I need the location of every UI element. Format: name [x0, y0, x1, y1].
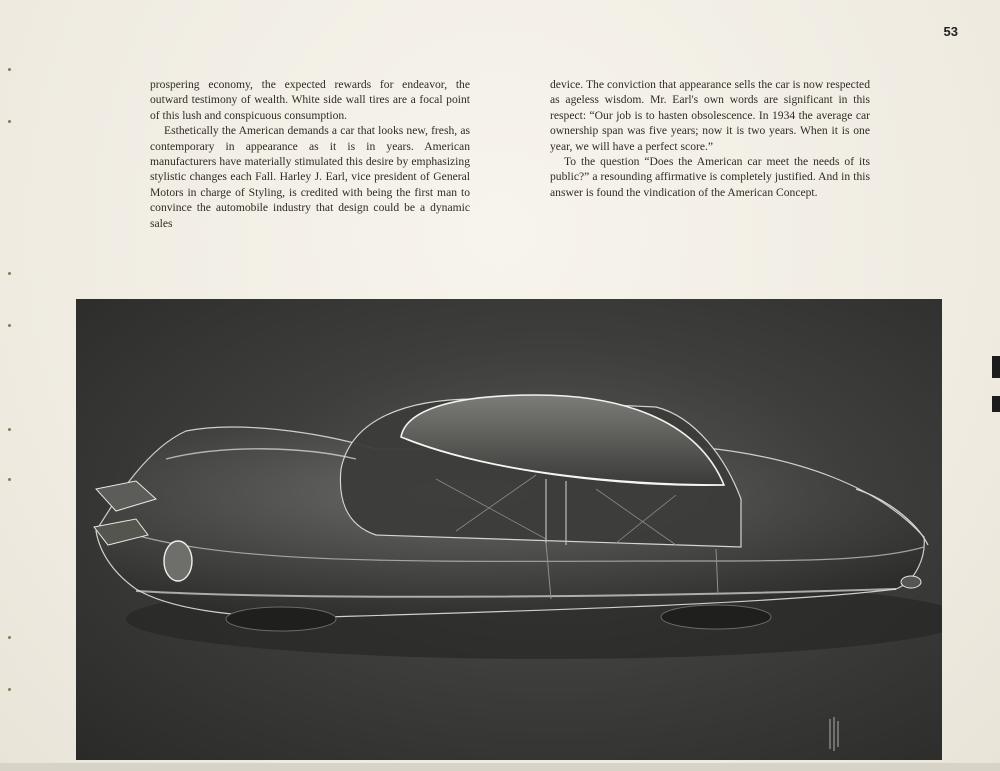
concept-car-sketch-icon — [76, 299, 942, 760]
paragraph: device. The conviction that appearance sells the car is now respected as ageless wisdom. Mr. Earl's own words are significant in this respect: “Our job is to hasten obsolescence. In 1934 the average car ownership span was five years; now it is two years. When it is one year, we will have a perfect score.” — [550, 78, 870, 153]
paragraph: prospering economy, the expected rewards for endeavor, the outward testimony of wealth. White side wall tires are a focal point of this lush and conspicuous consumption. — [150, 78, 470, 122]
edge-tab — [992, 396, 1000, 412]
margin-mark — [8, 324, 11, 327]
margin-mark — [8, 68, 11, 71]
margin-mark — [8, 272, 11, 275]
right-text-column — [550, 77, 870, 200]
margin-mark — [8, 688, 11, 691]
page-number: 53 — [943, 24, 958, 39]
margin-mark — [8, 478, 11, 481]
car-illustration — [76, 299, 942, 760]
margin-mark — [8, 120, 11, 123]
paragraph: Esthetically the American demands a car that looks new, fresh, as contemporary in appearance as it is in years. American manufacturers have materially stimulated this desire by emphasizing stylistic changes each Fall. Harley J. Earl, vice president of General Motors in charge of Styling, is credited with being the first man to convince the automobile industry that design could be a dynamic sales — [150, 124, 470, 230]
margin-mark — [8, 636, 11, 639]
page-bottom-edge — [0, 763, 1000, 771]
margin-mark — [8, 428, 11, 431]
paragraph: To the question “Does the American car meet the needs of its public?” a resounding affirmative is completely justified. And in this answer is found the vindication of the American Concept. — [550, 155, 870, 199]
left-text-column — [150, 77, 470, 231]
edge-tab — [992, 356, 1000, 378]
